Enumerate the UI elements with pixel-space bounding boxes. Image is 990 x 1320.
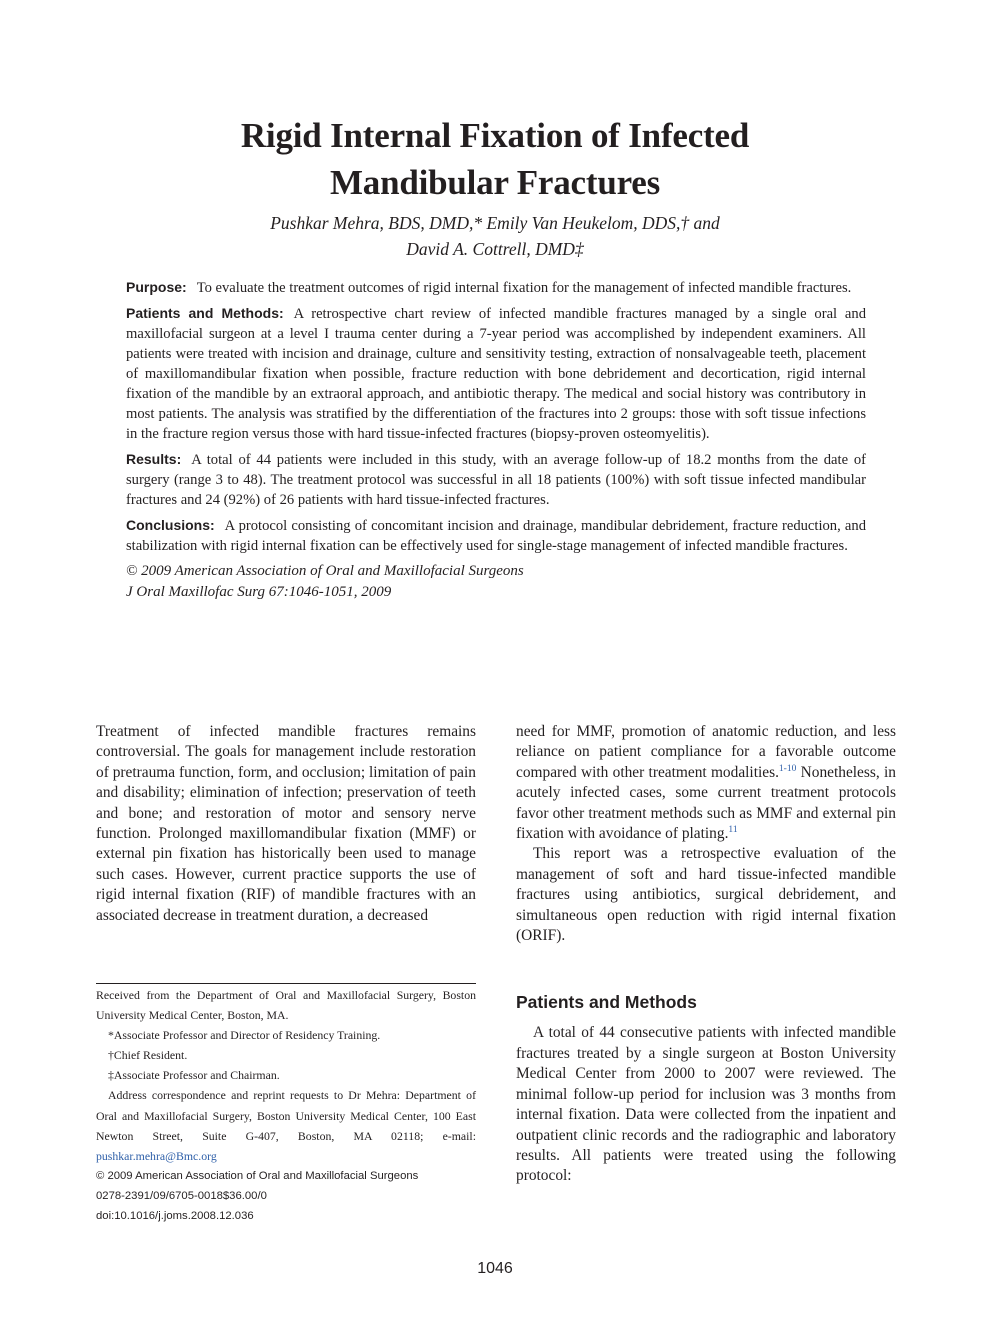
- abstract-conclusions: [126, 515, 866, 556]
- intro-continued-text-b: Nonetheless, in acutely infected cases, some current treatment protocols favor other treatment methods such as MMF and external pin fixation with avoidance of plating.: [516, 763, 896, 843]
- footnote-copyright: © 2009 American Association of Oral and Maxillofacial Surgeons: [96, 1169, 419, 1182]
- methods-text: A retrospective chart review of infected mandible fractures managed by a single oral and maxillofacial surgeon at a level I trauma center during a 7-year period was accomplished by independent examiners. All patients were treated with incision and drainage, culture and sensitivity testing, extraction of nonsalvageable teeth, placement of maxillomandibular fixation when possible, fracture reduction with bone debridement and decortication, rigid internal fixation of the mandible by an extraoral approach, and antibiotic therapy. The medical and social history was contributory in most patients. The analysis was stratified by the differentiation of the fractures into 2 groups: those with soft tissue infections in the fracture region versus those with hard tissue-infected fractures (biopsy-proven osteomyelitis).: [126, 306, 866, 442]
- journal-citation: J Oral Maxillofac Surg 67:1046-1051, 2009: [126, 584, 392, 600]
- abstract-methods: [126, 303, 866, 444]
- intro-paragraph: Treatment of infected mandible fractures remains controversial. The goals for management include restoration of pretrauma function, form, and occlusion; limitation of pain and disability; elimination of infection; preservation of teeth and bone; and restoration of motor and sensory nerve function. Prolonged maxillomandibular fixation (MMF) or external pin fixation has historically been used to manage such cases. However, current practice supports the use of rigid internal fixation (RIF) of mandible fractures with an associated decrease in treatment duration, a decreased: [96, 723, 476, 924]
- footnote-address: [96, 1085, 476, 1165]
- methods-label: Patients and Methods:: [126, 305, 284, 321]
- conclusions-label: Conclusions:: [126, 517, 215, 533]
- footnote-divider: [96, 983, 476, 984]
- title-line-2: Mandibular Fractures: [329, 163, 661, 202]
- section-heading-patients-methods: Patients and Methods: [516, 992, 697, 1013]
- methods-paragraph: A total of 44 consecutive patients with infected mandible fractures treated by a single surgeon at Boston University Medical Center from 2000 to 2007 were reviewed. The minimal follow-up period for inclusion was 3 months from internal fixation. Data were collected from the inpatient and outpatient clinic records and the radiographic and laboratory results. All patients were treated using the following protocol:: [516, 1024, 896, 1185]
- reference-link-1-10[interactable]: 1-10: [778, 763, 797, 774]
- email-link[interactable]: pushkar.mehra@Bmc.org: [96, 1148, 217, 1163]
- footnote-issn: 0278-2391/09/6705-0018$36.00/0: [96, 1189, 267, 1202]
- abstract-purpose: [126, 277, 866, 298]
- results-label: Results:: [126, 451, 182, 467]
- conclusions-text: A protocol consisting of concomitant incision and drainage, mandibular debridement, fracture reduction, and stabilization with rigid internal fixation can be effectively used for single-stage management of infected mandible fractures.: [126, 518, 866, 554]
- footnotes: [96, 985, 476, 1226]
- authors-line-2: David A. Cottrell, DMD‡: [406, 239, 584, 259]
- purpose-text: To evaluate the treatment outcomes of rigid internal fixation for the management of infected mandible fractures.: [196, 280, 852, 296]
- footnote-received: Received from the Department of Oral and Maxillofacial Surgery, Boston University Medical Center, Boston, MA.: [96, 988, 476, 1023]
- author-list: [95, 210, 895, 262]
- purpose-label: Purpose:: [126, 279, 187, 295]
- abstract-copyright: © 2009 American Association of Oral and Maxillofacial Surgeons: [126, 563, 524, 579]
- intro-paragraph-continued: [516, 722, 896, 844]
- title-line-1: Rigid Internal Fixation of Infected: [240, 116, 750, 155]
- footnote-doi[interactable]: doi:10.1016/j.joms.2008.12.036: [96, 1210, 254, 1223]
- reference-link-11[interactable]: 11: [728, 824, 738, 835]
- abstract: [126, 277, 866, 603]
- article-title: [95, 112, 895, 206]
- address-text: Address correspondence and reprint requests to Dr Mehra: Department of Oral and Maxillofacial Surgery, Boston University Medical Center, 100 East Newton Street, Suite G-407, Boston, MA 02118; e-mail:: [96, 1088, 476, 1143]
- footnote-author-3: ‡Associate Professor and Chairman.: [108, 1068, 280, 1083]
- abstract-results: [126, 449, 866, 510]
- body-column-right: [516, 722, 896, 1187]
- footnote-author-1: *Associate Professor and Director of Residency Training.: [108, 1028, 381, 1043]
- authors-line-1: Pushkar Mehra, BDS, DMD,* Emily Van Heukelom, DDS,† and: [270, 213, 720, 233]
- results-text: A total of 44 patients were included in this study, with an average follow-up of 18.2 months from the date of surgery (range 3 to 48). The treatment protocol was successful in all 18 patients (100%) with soft tissue infected mandibular fractures and 24 (92%) of 26 patients with hard tissue-infected fractures.: [126, 452, 866, 508]
- footnote-author-2: †Chief Resident.: [108, 1048, 188, 1063]
- report-paragraph: This report was a retrospective evaluation of the management of soft and hard tissue-infected mandible fractures using antibiotics, surgical debridement, and simultaneous open reduction with rigid internal fixation (ORIF).: [516, 845, 896, 945]
- page-number: 1046: [477, 1260, 513, 1277]
- intro-continued-text-a: need for MMF, promotion of anatomic reduction, and less reliance on patient compliance for a favorable outcome compared with other treatment modalities.: [516, 723, 896, 781]
- body-column-left: [96, 722, 476, 926]
